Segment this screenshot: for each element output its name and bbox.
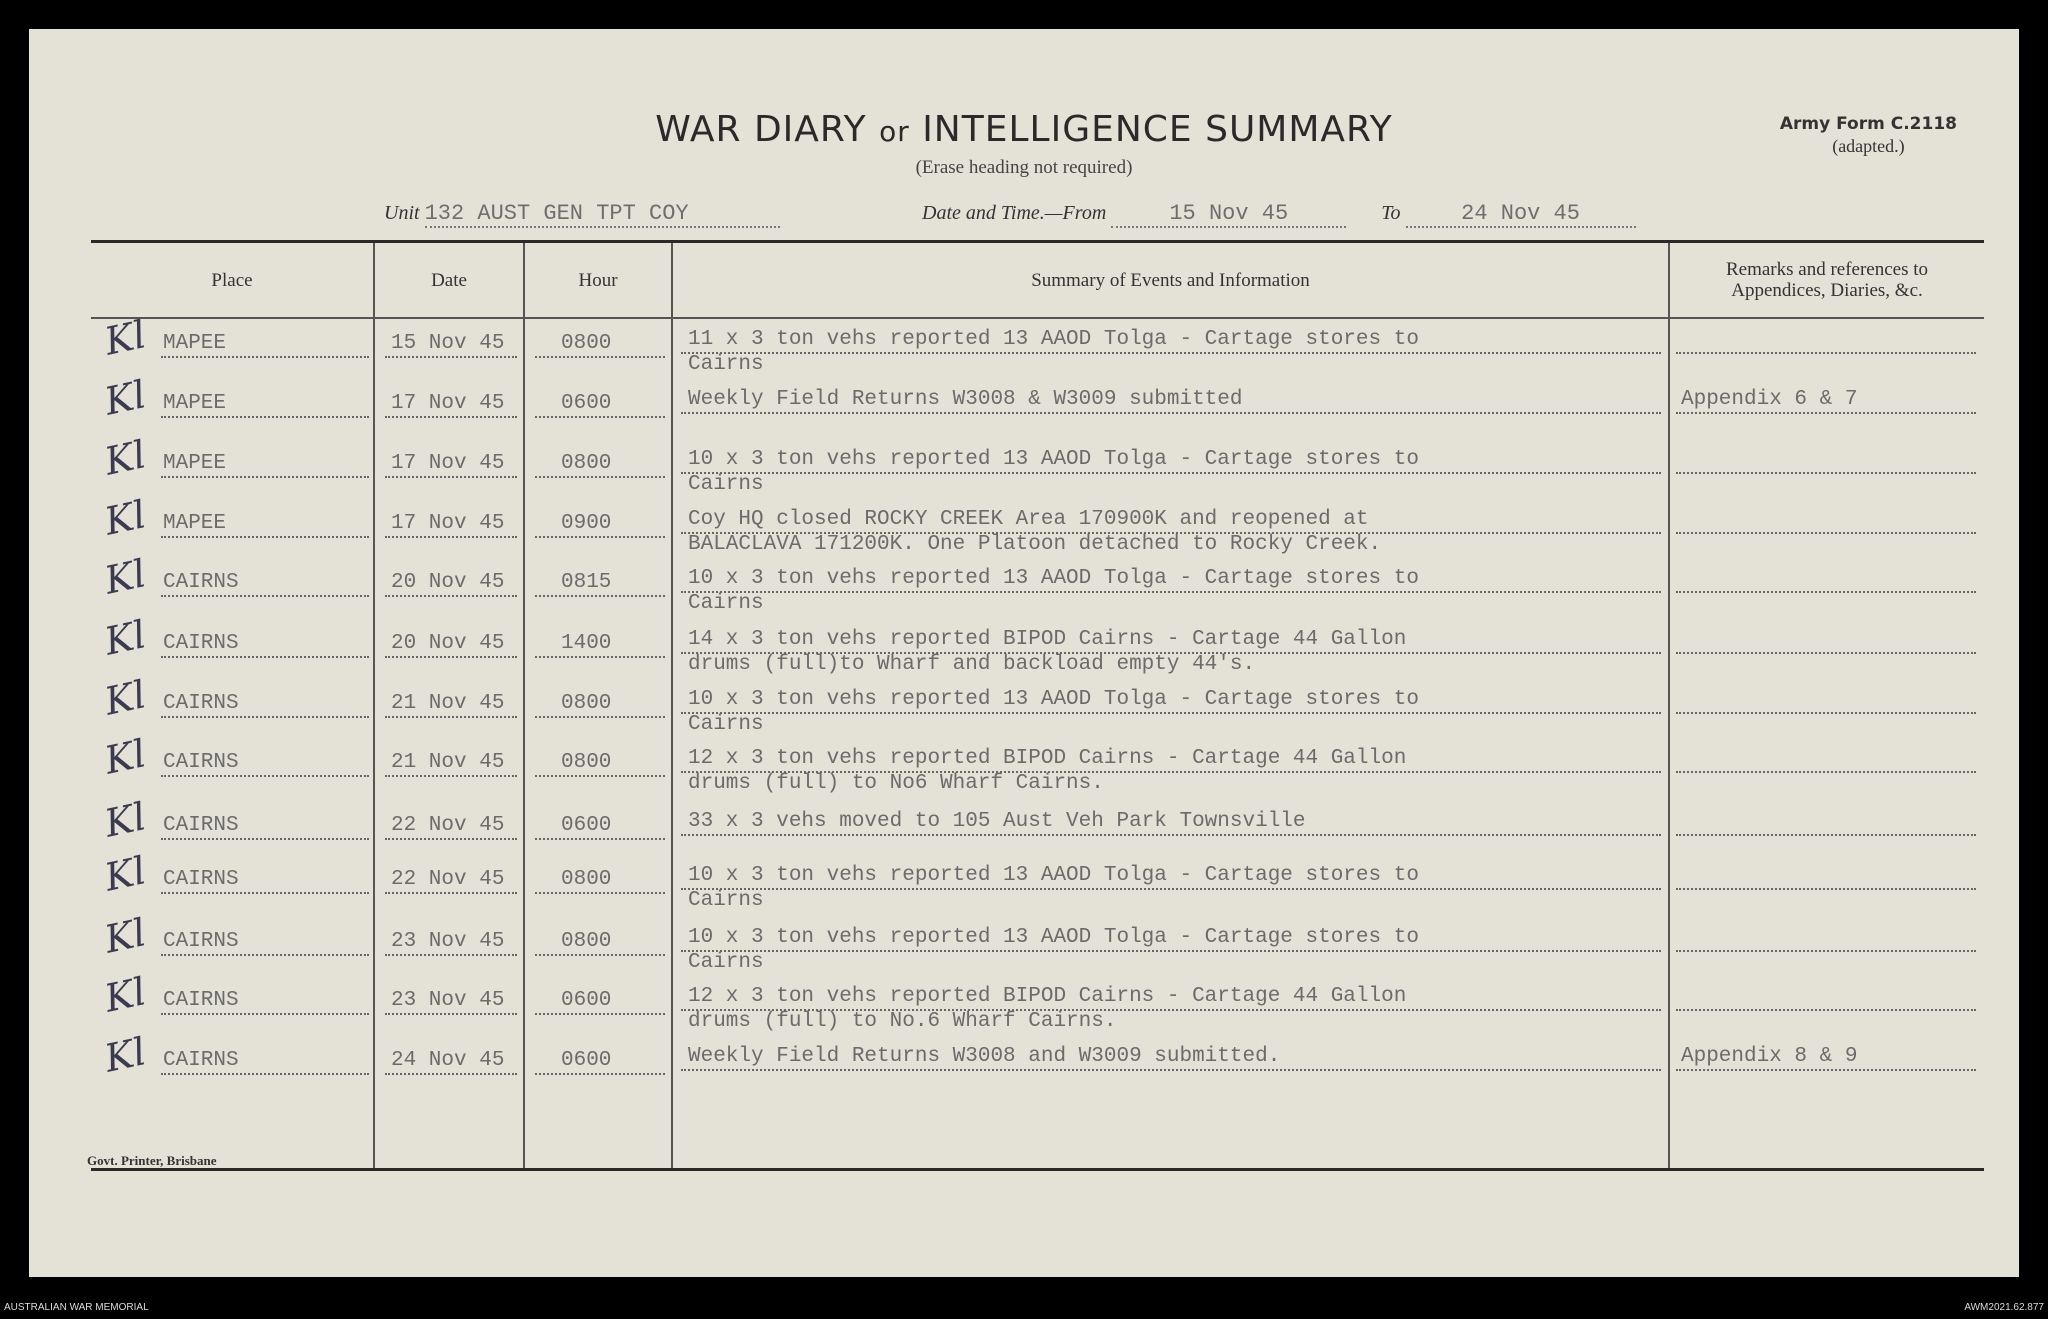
summary-dotted-line xyxy=(681,712,1661,714)
summary-dotted-line xyxy=(681,352,1661,354)
remarks-dotted-line xyxy=(1676,888,1976,890)
place-dotted-line xyxy=(161,1073,369,1075)
hour-dotted-line xyxy=(535,716,665,718)
place-dotted-line xyxy=(161,356,369,358)
to-label: To xyxy=(1381,202,1401,224)
place-dotted-line xyxy=(161,416,369,418)
officer-initials: Kl xyxy=(100,612,150,664)
place-dotted-line xyxy=(161,656,369,658)
date-cell: 23 Nov 45 xyxy=(391,989,505,1012)
summary-dotted-line xyxy=(681,591,1661,593)
place-cell: MAPEE xyxy=(163,512,227,535)
summary-dotted-line xyxy=(681,771,1661,773)
officer-initials: Kl xyxy=(100,492,150,544)
summary-line-1: Weekly Field Returns W3008 & W3009 submitted xyxy=(688,388,1243,411)
from-date-value: 15 Nov 45 xyxy=(1169,201,1289,226)
header-summary: Summary of Events and Information xyxy=(673,243,1668,319)
date-cell: 24 Nov 45 xyxy=(391,1049,505,1072)
summary-line-1: 10 x 3 ton vehs reported 13 AAOD Tolga - Cartage stores to xyxy=(688,926,1419,949)
date-time-field xyxy=(922,201,1636,228)
place-cell: CAIRNS xyxy=(163,868,239,891)
title-war-diary: WAR DIARY xyxy=(655,109,867,150)
hour-cell: 0815 xyxy=(561,571,612,594)
date-dotted-line xyxy=(385,1073,517,1075)
remarks-dotted-line xyxy=(1676,652,1976,654)
hour-dotted-line xyxy=(535,595,665,597)
remarks-dotted-line xyxy=(1676,834,1976,836)
hour-cell: 0800 xyxy=(561,332,612,355)
officer-initials: Kl xyxy=(100,731,150,783)
remarks-dotted-line xyxy=(1676,472,1976,474)
remarks-dotted-line xyxy=(1676,412,1976,414)
place-dotted-line xyxy=(161,716,369,718)
unit-field xyxy=(384,201,780,228)
column-divider xyxy=(523,243,525,1168)
officer-initials: Kl xyxy=(100,432,150,484)
hour-dotted-line xyxy=(535,775,665,777)
column-divider xyxy=(373,243,375,1168)
place-dotted-line xyxy=(161,536,369,538)
date-dotted-line xyxy=(385,775,517,777)
header-remarks-line2: Appendices, Diaries, &c. xyxy=(1731,280,1923,301)
officer-initials: Kl xyxy=(100,969,150,1021)
date-dotted-line xyxy=(385,838,517,840)
hour-dotted-line xyxy=(535,838,665,840)
officer-initials: Kl xyxy=(100,672,150,724)
remarks-dotted-line xyxy=(1676,1069,1976,1071)
summary-line-2: BALACLAVA 171200K. One Platoon detached to Rocky Creek. xyxy=(688,533,1382,556)
place-dotted-line xyxy=(161,1013,369,1015)
hour-dotted-line xyxy=(535,954,665,956)
place-dotted-line xyxy=(161,954,369,956)
hour-cell: 0800 xyxy=(561,692,612,715)
place-cell: CAIRNS xyxy=(163,632,239,655)
date-cell: 21 Nov 45 xyxy=(391,692,505,715)
officer-initials: Kl xyxy=(100,1029,150,1081)
summary-dotted-line xyxy=(681,834,1661,836)
hour-dotted-line xyxy=(535,356,665,358)
place-cell: CAIRNS xyxy=(163,751,239,774)
hour-dotted-line xyxy=(535,476,665,478)
hour-cell: 0600 xyxy=(561,392,612,415)
army-form-adapted: (adapted.) xyxy=(1832,136,1905,156)
summary-line-1: 10 x 3 ton vehs reported 13 AAOD Tolga - Cartage stores to xyxy=(688,448,1419,471)
date-cell: 17 Nov 45 xyxy=(391,392,505,415)
army-form-number: Army Form C.2118 xyxy=(1779,114,1957,134)
date-cell: 15 Nov 45 xyxy=(391,332,505,355)
war-diary-page xyxy=(29,29,2019,1277)
place-dotted-line xyxy=(161,595,369,597)
hour-dotted-line xyxy=(535,892,665,894)
remarks-dotted-line xyxy=(1676,532,1976,534)
place-cell: MAPEE xyxy=(163,332,227,355)
summary-dotted-line xyxy=(681,412,1661,414)
summary-line-1: 10 x 3 ton vehs reported 13 AAOD Tolga - Cartage stores to xyxy=(688,688,1419,711)
summary-dotted-line xyxy=(681,888,1661,890)
date-cell: 22 Nov 45 xyxy=(391,868,505,891)
header-remarks xyxy=(1670,243,1984,319)
place-dotted-line xyxy=(161,838,369,840)
diary-table xyxy=(91,240,1984,1171)
summary-line-2: Cairns xyxy=(688,889,764,912)
place-cell: CAIRNS xyxy=(163,814,239,837)
summary-line-2: drums (full) to No.6 Wharf Cairns. xyxy=(688,1010,1117,1033)
remarks-cell: Appendix 6 & 7 xyxy=(1681,388,1858,411)
footer-institution: AUSTRALIAN WAR MEMORIAL xyxy=(4,1302,149,1313)
remarks-dotted-line xyxy=(1676,771,1976,773)
to-date-line xyxy=(1406,201,1636,228)
date-dotted-line xyxy=(385,356,517,358)
summary-line-2: drums (full) to No6 Wharf Cairns. xyxy=(688,772,1104,795)
summary-dotted-line xyxy=(681,532,1661,534)
officer-initials: Kl xyxy=(100,910,150,962)
title-intelligence-summary: INTELLIGENCE SUMMARY xyxy=(922,109,1393,150)
date-time-label: Date and Time.—From xyxy=(922,202,1107,224)
summary-dotted-line xyxy=(681,950,1661,952)
summary-line-2: Cairns xyxy=(688,592,764,615)
summary-line-2: Cairns xyxy=(688,473,764,496)
footer-accession-number: AWM2021.62.877 xyxy=(1964,1302,2044,1313)
summary-line-1: 12 x 3 ton vehs reported BIPOD Cairns - Cartage 44 Gallon xyxy=(688,747,1407,770)
place-dotted-line xyxy=(161,892,369,894)
date-cell: 20 Nov 45 xyxy=(391,571,505,594)
summary-dotted-line xyxy=(681,1069,1661,1071)
remarks-dotted-line xyxy=(1676,950,1976,952)
summary-dotted-line xyxy=(681,1009,1661,1011)
place-cell: CAIRNS xyxy=(163,571,239,594)
remarks-dotted-line xyxy=(1676,1009,1976,1011)
from-date-line xyxy=(1111,201,1346,228)
officer-initials: Kl xyxy=(100,312,150,364)
hour-cell: 0600 xyxy=(561,814,612,837)
summary-line-1: 14 x 3 ton vehs reported BIPOD Cairns - Cartage 44 Gallon xyxy=(688,628,1407,651)
hour-cell: 0800 xyxy=(561,868,612,891)
officer-initials: Kl xyxy=(100,848,150,900)
unit-value: 132 AUST GEN TPT COY xyxy=(424,201,689,226)
date-dotted-line xyxy=(385,476,517,478)
summary-line-1: 10 x 3 ton vehs reported 13 AAOD Tolga - Cartage stores to xyxy=(688,567,1419,590)
hour-cell: 0800 xyxy=(561,751,612,774)
place-dotted-line xyxy=(161,775,369,777)
hour-cell: 0900 xyxy=(561,512,612,535)
date-cell: 22 Nov 45 xyxy=(391,814,505,837)
remarks-cell: Appendix 8 & 9 xyxy=(1681,1045,1858,1068)
header-remarks-line1: Remarks and references to xyxy=(1725,259,1929,280)
summary-line-1: 12 x 3 ton vehs reported BIPOD Cairns - Cartage 44 Gallon xyxy=(688,985,1407,1008)
summary-line-1: Coy HQ closed ROCKY CREEK Area 170900K and reopened at xyxy=(688,508,1369,531)
remarks-dotted-line xyxy=(1676,712,1976,714)
printer-credit: Govt. Printer, Brisbane xyxy=(87,1153,217,1168)
date-cell: 23 Nov 45 xyxy=(391,930,505,953)
date-cell: 17 Nov 45 xyxy=(391,452,505,475)
summary-line-1: 10 x 3 ton vehs reported 13 AAOD Tolga - Cartage stores to xyxy=(688,864,1419,887)
header-date: Date xyxy=(375,243,523,319)
date-dotted-line xyxy=(385,536,517,538)
place-cell: CAIRNS xyxy=(163,1049,239,1072)
place-cell: MAPEE xyxy=(163,392,227,415)
remarks-dotted-line xyxy=(1676,352,1976,354)
form-title xyxy=(29,109,2019,150)
officer-initials: Kl xyxy=(100,551,150,603)
header-hour: Hour xyxy=(525,243,671,319)
summary-dotted-line xyxy=(681,652,1661,654)
date-dotted-line xyxy=(385,1013,517,1015)
summary-line-2: Cairns xyxy=(688,353,764,376)
form-subtitle: (Erase heading not required) xyxy=(915,157,1133,178)
summary-line-2: Cairns xyxy=(688,713,764,736)
hour-dotted-line xyxy=(535,656,665,658)
summary-line-2: Cairns xyxy=(688,951,764,974)
officer-initials: Kl xyxy=(100,794,150,846)
summary-line-1: 11 x 3 ton vehs reported 13 AAOD Tolga - Cartage stores to xyxy=(688,328,1419,351)
date-dotted-line xyxy=(385,416,517,418)
hour-cell: 0600 xyxy=(561,1049,612,1072)
date-dotted-line xyxy=(385,954,517,956)
place-cell: CAIRNS xyxy=(163,692,239,715)
hour-dotted-line xyxy=(535,1073,665,1075)
place-dotted-line xyxy=(161,476,369,478)
date-dotted-line xyxy=(385,892,517,894)
date-dotted-line xyxy=(385,595,517,597)
place-cell: CAIRNS xyxy=(163,930,239,953)
hour-cell: 0800 xyxy=(561,452,612,475)
date-dotted-line xyxy=(385,656,517,658)
hour-cell: 0800 xyxy=(561,930,612,953)
hour-dotted-line xyxy=(535,536,665,538)
hour-cell: 0600 xyxy=(561,989,612,1012)
summary-line-2: drums (full)to Wharf and backload empty 44's. xyxy=(688,653,1256,676)
date-cell: 20 Nov 45 xyxy=(391,632,505,655)
officer-initials: Kl xyxy=(100,372,150,424)
army-form-label xyxy=(1780,113,1957,157)
header-place: Place xyxy=(91,243,373,319)
date-cell: 21 Nov 45 xyxy=(391,751,505,774)
unit-label: Unit xyxy=(384,202,420,224)
place-cell: MAPEE xyxy=(163,452,227,475)
to-date-value: 24 Nov 45 xyxy=(1461,201,1580,226)
hour-dotted-line xyxy=(535,1013,665,1015)
column-divider xyxy=(1668,243,1670,1168)
hour-cell: 1400 xyxy=(561,632,612,655)
column-divider xyxy=(671,243,673,1168)
title-or: or xyxy=(879,115,910,148)
remarks-dotted-line xyxy=(1676,591,1976,593)
date-dotted-line xyxy=(385,716,517,718)
summary-line-1: Weekly Field Returns W3008 and W3009 submitted. xyxy=(688,1045,1281,1068)
summary-line-1: 33 x 3 vehs moved to 105 Aust Veh Park Townsville xyxy=(688,810,1306,833)
summary-dotted-line xyxy=(681,472,1661,474)
date-cell: 17 Nov 45 xyxy=(391,512,505,535)
place-cell: CAIRNS xyxy=(163,989,239,1012)
unit-value-line xyxy=(425,201,780,228)
hour-dotted-line xyxy=(535,416,665,418)
